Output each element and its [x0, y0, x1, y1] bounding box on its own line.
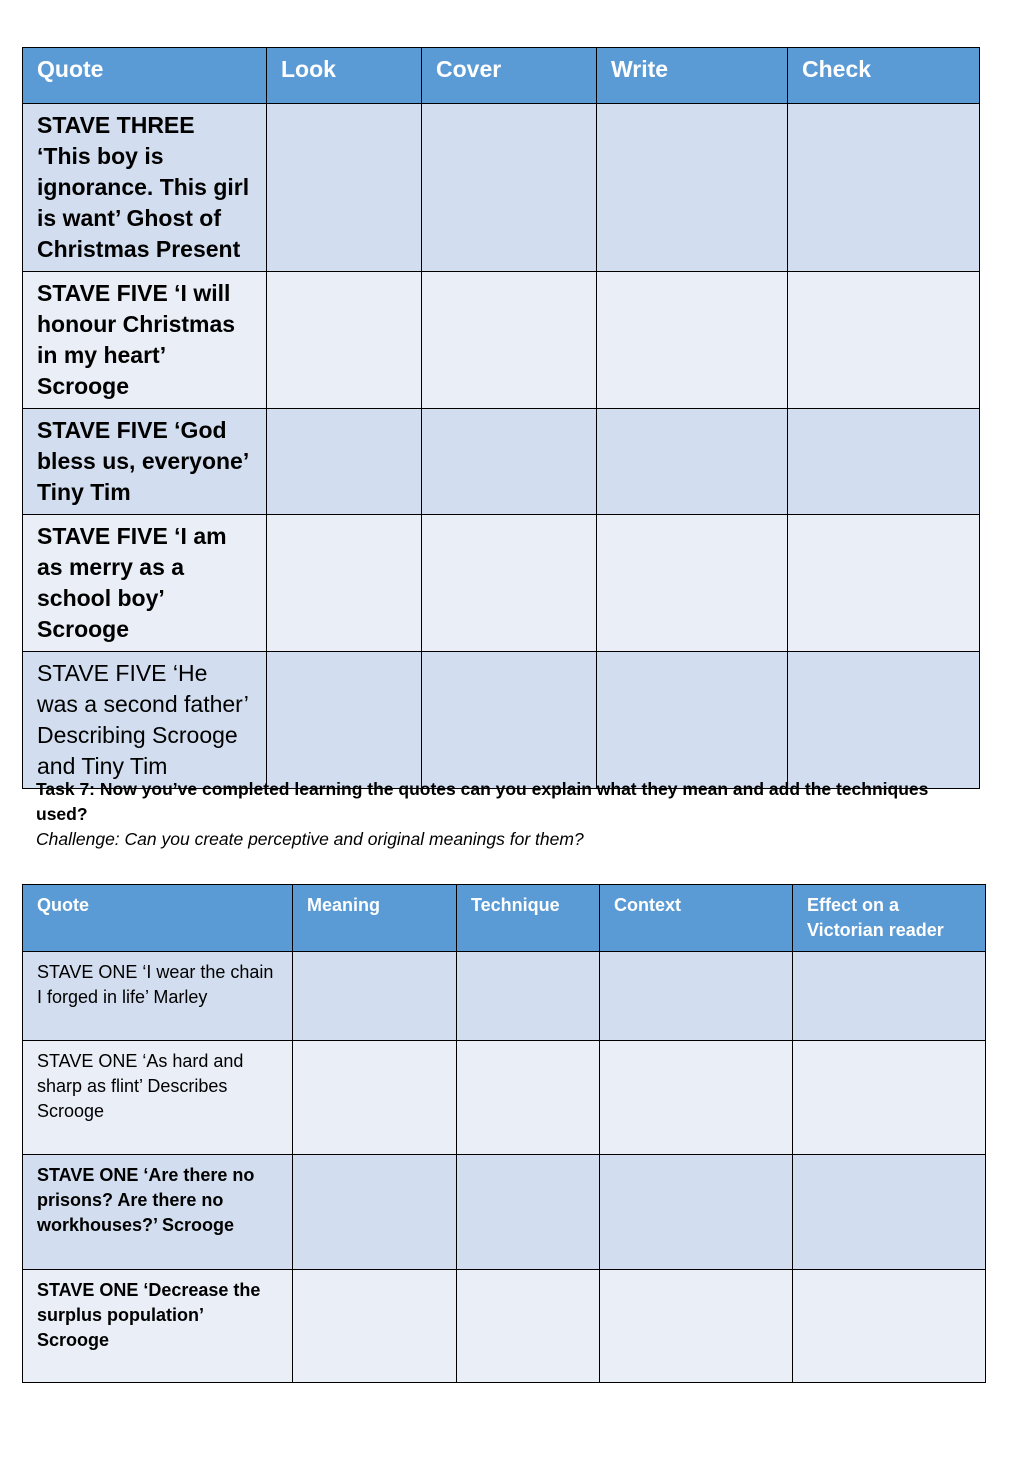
- cover-cell[interactable]: [422, 652, 597, 789]
- table-row: [23, 272, 980, 409]
- header-technique: Technique: [457, 885, 600, 952]
- task-challenge-text: Challenge: Can you create perceptive and original meanings for them?: [36, 829, 584, 849]
- table-row: [23, 952, 986, 1041]
- task-instruction-text: Task 7: Now you’ve completed learning the quotes can you explain what they mean and add the techniques used?: [36, 779, 929, 824]
- context-cell[interactable]: [600, 1270, 793, 1383]
- table-row: [23, 409, 980, 515]
- header-quote: Quote: [23, 48, 267, 104]
- effect-cell[interactable]: [793, 1155, 986, 1270]
- quote-cell: STAVE THREE ‘This boy is ignorance. This girl is want’ Ghost of Christmas Present: [23, 104, 267, 272]
- effect-cell[interactable]: [793, 952, 986, 1041]
- write-cell[interactable]: [597, 409, 788, 515]
- quote-cell: STAVE FIVE ‘God bless us, everyone’ Tiny Tim: [23, 409, 267, 515]
- effect-cell[interactable]: [793, 1270, 986, 1383]
- table-header-row: [23, 48, 980, 104]
- table-row: [23, 1155, 986, 1270]
- cover-cell[interactable]: [422, 515, 597, 652]
- quote-cell: STAVE ONE ‘Decrease the surplus population’ Scrooge: [23, 1270, 293, 1383]
- write-cell[interactable]: [597, 515, 788, 652]
- quote-cell: STAVE FIVE ‘I am as merry as a school boy’ Scrooge: [23, 515, 267, 652]
- task-instructions: [36, 777, 936, 852]
- header-check: Check: [788, 48, 980, 104]
- header-meaning: Meaning: [293, 885, 457, 952]
- header-look: Look: [267, 48, 422, 104]
- cover-cell[interactable]: [422, 409, 597, 515]
- table-row: [23, 515, 980, 652]
- effect-cell[interactable]: [793, 1041, 986, 1155]
- check-cell[interactable]: [788, 272, 980, 409]
- header-quote: Quote: [23, 885, 293, 952]
- technique-cell[interactable]: [457, 1155, 600, 1270]
- table-row: [23, 1041, 986, 1155]
- look-cell[interactable]: [267, 652, 422, 789]
- look-cell[interactable]: [267, 515, 422, 652]
- technique-cell[interactable]: [457, 1270, 600, 1383]
- look-cell[interactable]: [267, 409, 422, 515]
- quote-cell: STAVE FIVE ‘He was a second father’ Describing Scrooge and Tiny Tim: [23, 652, 267, 789]
- table-row: [23, 1270, 986, 1383]
- quote-analysis-table: [22, 884, 986, 1383]
- header-context: Context: [600, 885, 793, 952]
- technique-cell[interactable]: [457, 952, 600, 1041]
- header-write: Write: [597, 48, 788, 104]
- quote-cell: STAVE ONE ‘I wear the chain I forged in life’ Marley: [23, 952, 293, 1041]
- look-cover-write-check-table: [22, 47, 980, 789]
- quote-cell: STAVE FIVE ‘I will honour Christmas in my heart’ Scrooge: [23, 272, 267, 409]
- look-cell[interactable]: [267, 272, 422, 409]
- look-cell[interactable]: [267, 104, 422, 272]
- check-cell[interactable]: [788, 409, 980, 515]
- meaning-cell[interactable]: [293, 1270, 457, 1383]
- table-row: [23, 652, 980, 789]
- write-cell[interactable]: [597, 104, 788, 272]
- table-header-row: [23, 885, 986, 952]
- meaning-cell[interactable]: [293, 1155, 457, 1270]
- technique-cell[interactable]: [457, 1041, 600, 1155]
- meaning-cell[interactable]: [293, 952, 457, 1041]
- header-effect-on-victorian-reader: Effect on a Victorian reader: [793, 885, 986, 952]
- check-cell[interactable]: [788, 515, 980, 652]
- table-row: [23, 104, 980, 272]
- context-cell[interactable]: [600, 1041, 793, 1155]
- write-cell[interactable]: [597, 652, 788, 789]
- check-cell[interactable]: [788, 104, 980, 272]
- meaning-cell[interactable]: [293, 1041, 457, 1155]
- check-cell[interactable]: [788, 652, 980, 789]
- cover-cell[interactable]: [422, 104, 597, 272]
- quote-cell: STAVE ONE ‘As hard and sharp as flint’ Describes Scrooge: [23, 1041, 293, 1155]
- context-cell[interactable]: [600, 1155, 793, 1270]
- quote-cell: STAVE ONE ‘Are there no prisons? Are there no workhouses?’ Scrooge: [23, 1155, 293, 1270]
- context-cell[interactable]: [600, 952, 793, 1041]
- cover-cell[interactable]: [422, 272, 597, 409]
- write-cell[interactable]: [597, 272, 788, 409]
- header-cover: Cover: [422, 48, 597, 104]
